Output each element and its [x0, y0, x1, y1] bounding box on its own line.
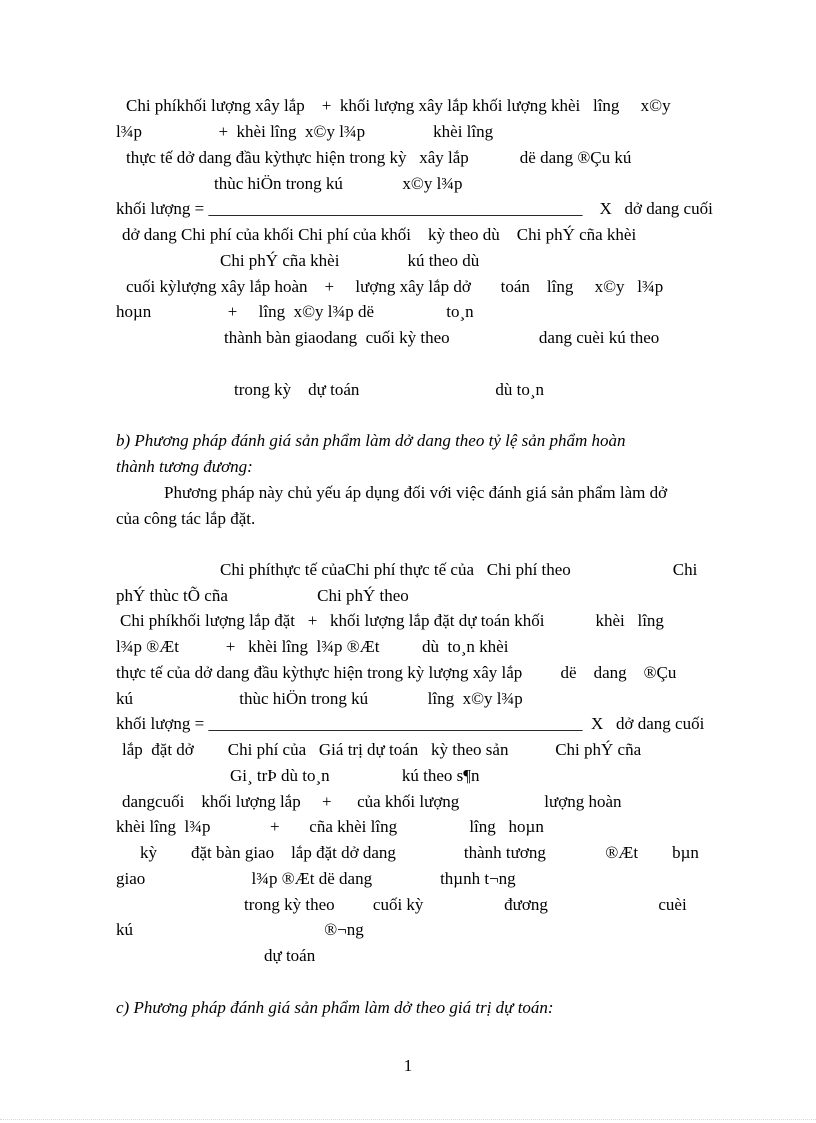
section-heading-b: b) Phương pháp đánh giá sản phẩm làm dở dang theo tỷ lệ sản phẩm hoàn: [116, 431, 626, 450]
formula-line: giao l¾p ®Æt dë dang thµnh t¬ng: [116, 869, 516, 888]
formula-line: Gi¸ trÞ dù to¸n kú theo s¶n: [230, 766, 480, 785]
formula-line: trong kỳ theo cuối kỳ đương cuèi: [244, 895, 687, 914]
formula-line: khối lượng = ____________________________________________ X dở dang cuối: [116, 199, 713, 218]
formula-line: l¾p + khèi lîng x©y l¾p khèi lîng: [116, 122, 494, 141]
formula-line: cuối kỳlượng xây lắp hoàn + lượng xây lắp dở toán lîng x©y l¾p: [126, 277, 664, 296]
formula-line: thực tế của dở dang đầu kỳthực hiện trong kỳ lượng xây lắp dë dang ®Çu: [116, 663, 677, 682]
formula-line: thành bàn giaodang cuối kỳ theo dang cuèi kú theo: [224, 328, 660, 347]
section-heading-b-cont: thành tương đương:: [116, 457, 253, 476]
formula-line: khèi lîng l¾p + cña khèi lîng lîng hoµn: [116, 817, 544, 836]
formula-line: dự toán: [264, 946, 316, 965]
formula-line: trong kỳ dự toán dù to¸n: [234, 380, 545, 399]
paragraph: Phương pháp này chủ yếu áp dụng đối với việc đánh giá sản phẩm làm dở: [164, 483, 668, 502]
formula-line: dangcuối khối lượng lắp + của khối lượng lượng hoàn: [122, 792, 622, 811]
formula-line: Chi phíthực tế củaChi phí thực tế của Chi phí theo Chi: [220, 560, 698, 579]
page-number: 1: [403, 1056, 413, 1075]
page-bottom-border: [0, 1119, 816, 1120]
formula-line: lắp đặt dở Chi phí của Giá trị dự toán kỳ theo sản Chi phÝ cña: [122, 740, 642, 759]
formula-line: hoµn + lîng x©y l¾p dë to¸n: [116, 302, 474, 321]
formula-line: khối lượng = ____________________________________________ X dở dang cuối: [116, 714, 705, 733]
formula-line: Chi phÝ cña khèi kú theo dù: [220, 251, 480, 270]
formula-line: Chi phíkhối lượng lắp đặt + khối lượng lắp đặt dự toán khối khèi lîng: [120, 611, 664, 630]
formula-line: dở dang Chi phí của khối Chi phí của khối kỳ theo dù Chi phÝ cña khèi: [122, 225, 637, 244]
formula-line: kú ®¬ng: [116, 920, 364, 939]
section-heading-c: c) Phương pháp đánh giá sản phẩm làm dở theo giá trị dự toán:: [116, 998, 554, 1017]
formula-line: kú thùc hiÖn trong kú lîng x©y l¾p: [116, 689, 523, 708]
formula-line: l¾p ®Æt + khèi lîng l¾p ®Æt dù to¸n khèi: [116, 637, 509, 656]
formula-line: phÝ thùc tÕ cña Chi phÝ theo: [116, 586, 409, 605]
formula-line: thực tế dở dang đầu kỳthực hiện trong kỳ xây lắp dë dang ®Çu kú: [126, 148, 632, 167]
formula-line: Chi phíkhối lượng xây lắp + khối lượng xây lắp khối lượng khèi lîng x©y: [126, 96, 671, 115]
paragraph-cont: của công tác lắp đặt.: [116, 509, 256, 528]
formula-line: thùc hiÖn trong kú x©y l¾p: [214, 174, 463, 193]
formula-line: kỳ đặt bàn giao lắp đặt dở dang thành tương ®Æt bµn: [140, 843, 699, 862]
